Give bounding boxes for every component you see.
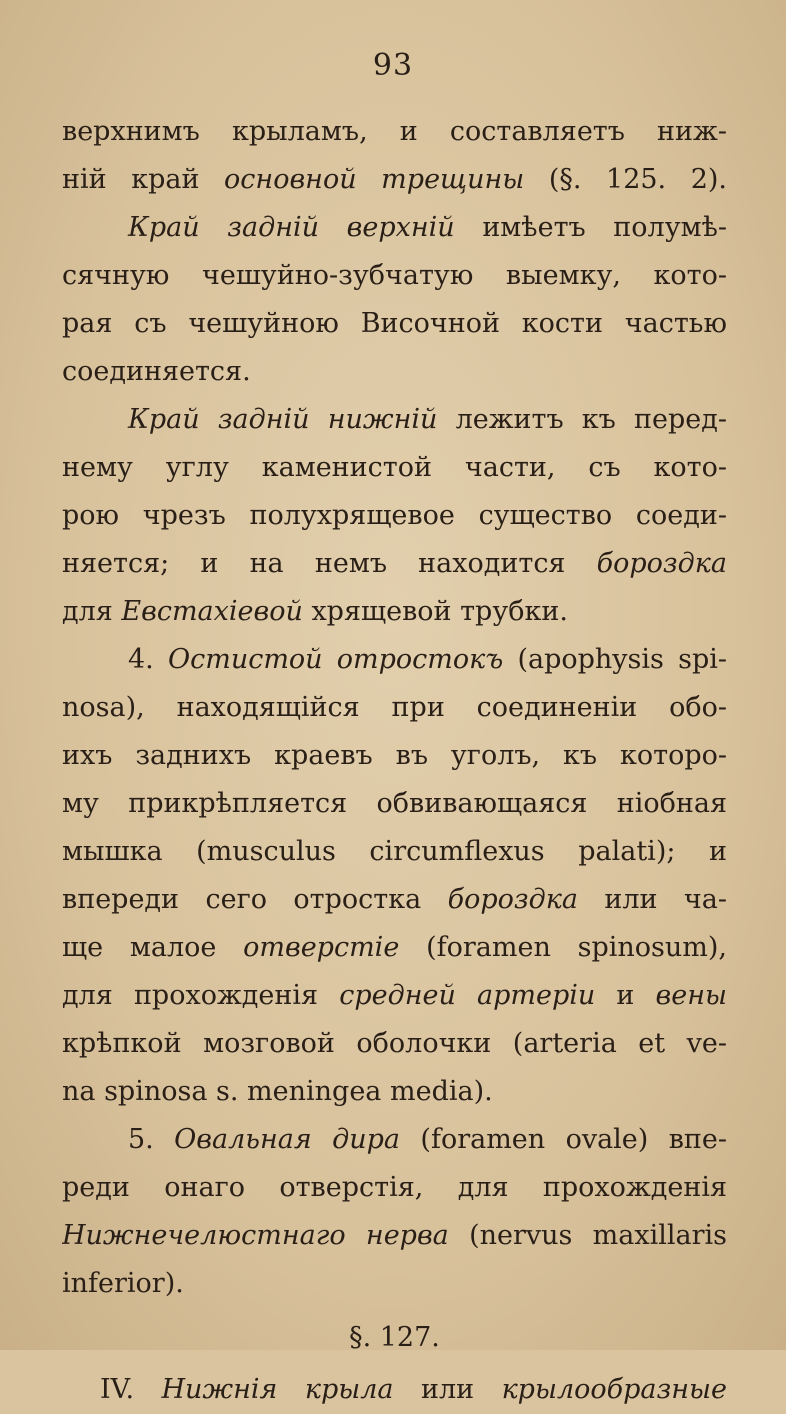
text-run: 5. [128, 1124, 175, 1155]
text-run: реди онаго отверстія, для прохожденія [62, 1172, 727, 1203]
text-run: na spinosa s. meningea media). [62, 1076, 493, 1107]
text-line [62, 1116, 727, 1164]
italic-term: Край задній нижній [128, 404, 438, 435]
text-run: лежитъ къ перед- [437, 404, 727, 435]
text-run: му прикрѣпляется обвивающаяся ніобная [62, 788, 727, 819]
italic-term: Евстахіевой [121, 596, 303, 627]
text-run: (apophysis spi- [503, 644, 727, 675]
text-line [62, 1164, 727, 1212]
text-run: nosa), находящійся при соединеніи обо- [62, 692, 727, 723]
italic-term: бороздка [447, 884, 578, 915]
text-line [62, 396, 727, 444]
text-line [62, 348, 727, 396]
text-run: верхнимъ крыламъ, и составляетъ ниж- [62, 116, 727, 147]
text-line [62, 588, 727, 636]
text-line [62, 636, 727, 684]
text-line [62, 444, 727, 492]
italic-term: вены [655, 980, 727, 1011]
text-run: хрящевой трубки. [302, 596, 568, 627]
text-line [62, 1068, 727, 1116]
text-run: (foramen ovale) впе- [400, 1124, 727, 1155]
text-run: нему углу каменистой части, съ кото- [62, 452, 727, 483]
text-run: 4. [128, 644, 168, 675]
text-run: inferior). [62, 1268, 184, 1299]
text-run: для [62, 596, 122, 627]
text-run: ній край [62, 164, 225, 195]
text-line [62, 780, 727, 828]
page-number: 93 [372, 48, 414, 83]
text-run: мышка (musculus circumflexus palati); и [62, 836, 727, 867]
section-heading: §. 127. [349, 1322, 440, 1353]
italic-term: Нижнечелюстнаго нерва [62, 1220, 449, 1251]
text-run: IV. [100, 1374, 162, 1405]
text-run: имѣетъ полумѣ- [454, 212, 727, 243]
text-line [62, 300, 727, 348]
text-run: няется; и на немъ находится [62, 548, 597, 579]
text-line [62, 1212, 727, 1260]
text-line [62, 156, 727, 204]
italic-term: основной трещины [224, 164, 525, 195]
text-line [62, 876, 727, 924]
italic-term: бороздка [596, 548, 727, 579]
text-run: ихъ заднихъ краевъ въ уголъ, къ которо- [62, 740, 727, 771]
text-line [62, 972, 727, 1020]
italic-term: Край задній верхній [128, 212, 455, 243]
text-run: рою чрезъ полухрящевое существо соеди- [62, 500, 727, 531]
text-line [62, 828, 727, 876]
paragraph-lines [62, 108, 727, 1308]
text-run: (§. 125. 2). [524, 164, 727, 195]
text-line [62, 252, 727, 300]
body-text [62, 108, 727, 1414]
text-run: сячную чешуйно-зубчатую выемку, кото- [62, 260, 727, 291]
text-line [62, 924, 727, 972]
text-run: и [595, 980, 656, 1011]
text-run: или ча- [577, 884, 727, 915]
text-line [62, 492, 727, 540]
text-run: (nervus maxillaris [448, 1220, 727, 1251]
text-run: или [393, 1374, 502, 1405]
text-line [62, 684, 727, 732]
text-run: рая съ чешуйною Височной кости частью [62, 308, 727, 339]
text-run: ще малое [62, 932, 244, 963]
text-run: для прохожденія [62, 980, 340, 1011]
text-line [62, 108, 727, 156]
final-line [62, 1366, 727, 1414]
text-run: соединяется. [62, 356, 251, 387]
italic-term: Остистой отростокъ [167, 644, 504, 675]
text-line [62, 204, 727, 252]
italic-term: отверстіе [243, 932, 400, 963]
text-line [62, 1260, 727, 1308]
text-line [62, 732, 727, 780]
italic-term: крылообразные [501, 1374, 727, 1405]
text-run: (foramen spinosum), [399, 932, 727, 963]
italic-term: средней артеріи [339, 980, 596, 1011]
text-run: крѣпкой мозговой оболочки (arteria et ve- [62, 1028, 727, 1059]
italic-term: Нижнія крыла [161, 1374, 394, 1405]
text-line [62, 540, 727, 588]
text-run: впереди сего отростка [62, 884, 448, 915]
text-line [62, 1020, 727, 1068]
italic-term: Овальная дира [174, 1124, 401, 1155]
